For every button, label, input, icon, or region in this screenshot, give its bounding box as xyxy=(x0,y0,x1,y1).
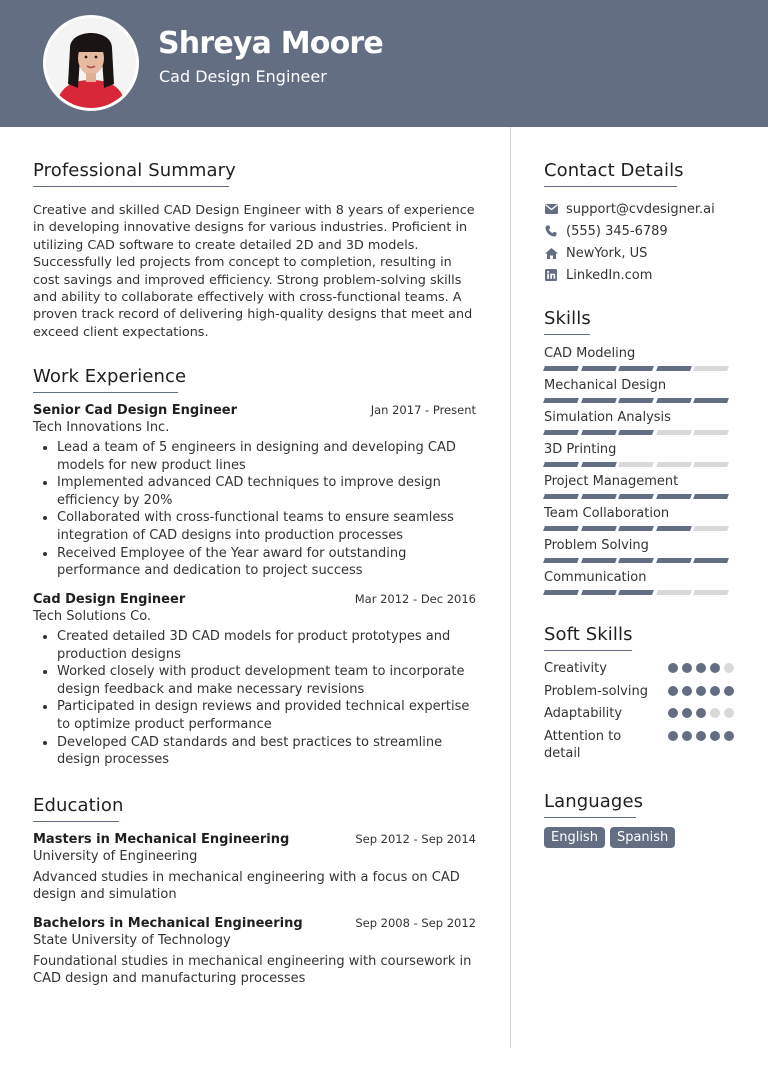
skill-bar-segment xyxy=(693,462,728,467)
languages-heading: Languages xyxy=(544,791,636,818)
list-item: • Developed CAD standards and best practices to streamline design processes xyxy=(57,734,476,769)
rating-dot xyxy=(710,708,720,718)
rating-dot xyxy=(724,731,734,741)
job-role: Cad Design Engineer xyxy=(33,592,186,607)
skill-item xyxy=(544,569,734,601)
skill-bar xyxy=(544,366,734,371)
school: University of Engineering xyxy=(33,849,198,864)
skill-bar-segment xyxy=(581,590,616,595)
list-item: • Implemented advanced CAD techniques to improve design efficiency by 20% xyxy=(57,474,476,509)
job-role: Senior Cad Design Engineer xyxy=(33,403,237,418)
home-icon xyxy=(544,246,558,260)
skill-item xyxy=(544,537,734,569)
contact-phone[interactable] xyxy=(544,220,734,242)
rating-dot xyxy=(696,663,706,673)
skill-bar xyxy=(544,590,734,595)
skill-bar-segment xyxy=(656,558,691,563)
skill-bar-segment xyxy=(581,558,616,563)
rating-dot xyxy=(668,731,678,741)
soft-skill-label: Creativity xyxy=(544,661,607,676)
header-banner xyxy=(0,0,768,127)
work-heading: Work Experience xyxy=(33,366,178,393)
rating-dot xyxy=(710,686,720,696)
education-heading: Education xyxy=(33,795,119,822)
skill-bar-segment xyxy=(543,366,578,371)
skill-bar-segment xyxy=(693,430,728,435)
skill-label: Problem Solving xyxy=(544,538,649,553)
soft-skill-item xyxy=(544,705,734,728)
education-entry xyxy=(33,832,476,904)
soft-skill-label: Adaptability xyxy=(544,706,623,721)
education-entry xyxy=(33,916,476,988)
location-text: NewYork, US xyxy=(566,245,648,261)
rating-dot xyxy=(668,708,678,718)
skill-bar-segment xyxy=(543,526,578,531)
language-badge: English xyxy=(544,827,605,848)
skill-bar-segment xyxy=(618,590,653,595)
profile-photo xyxy=(46,18,136,108)
skill-bar xyxy=(544,558,734,563)
candidate-name: Shreya Moore xyxy=(158,26,383,61)
skill-bar-segment xyxy=(693,590,728,595)
list-item: • Participated in design reviews and provided technical expertise to optimize product performance xyxy=(57,698,476,733)
skill-bar-segment xyxy=(618,462,653,467)
skill-bar-segment xyxy=(656,462,691,467)
skill-bar-segment xyxy=(581,366,616,371)
contact-email[interactable] xyxy=(544,198,734,220)
skill-bar-segment xyxy=(656,366,691,371)
rating-dot xyxy=(682,708,692,718)
degree: Bachelors in Mechanical Engineering xyxy=(33,916,303,931)
degree: Masters in Mechanical Engineering xyxy=(33,832,290,847)
rating-dot xyxy=(724,708,734,718)
soft-skill-label: Problem-solving xyxy=(544,683,648,699)
skill-label: Communication xyxy=(544,570,647,585)
soft-skill-label: Attention to detail xyxy=(544,728,622,761)
skill-bar-segment xyxy=(656,430,691,435)
job-bullets xyxy=(33,439,476,580)
soft-skill-item xyxy=(544,683,734,706)
rating-dot xyxy=(682,686,692,696)
envelope-icon xyxy=(544,202,558,216)
skill-bar-segment xyxy=(693,366,728,371)
skill-label: Mechanical Design xyxy=(544,378,667,393)
list-item: • Collaborated with cross-functional teams to ensure seamless integration of CAD designs into production processes xyxy=(57,509,476,544)
soft-skill-item xyxy=(544,728,734,768)
skill-item xyxy=(544,345,734,377)
skills-list xyxy=(544,345,734,601)
column-divider xyxy=(510,127,511,1048)
rating-dot xyxy=(710,663,720,673)
skill-bar-segment xyxy=(693,494,728,499)
languages-list xyxy=(544,827,675,848)
education-desc: Foundational studies in mechanical engineering with coursework in CAD design and manufacturing processes xyxy=(33,954,472,987)
soft-skill-item xyxy=(544,660,734,683)
skill-bar-segment xyxy=(581,494,616,499)
skill-bar-segment xyxy=(581,430,616,435)
rating-dot xyxy=(668,686,678,696)
education-desc: Advanced studies in mechanical engineering with a focus on CAD design and simulation xyxy=(33,870,460,903)
contact-linkedin[interactable] xyxy=(544,264,734,286)
skill-bar-segment xyxy=(656,590,691,595)
job-bullets xyxy=(33,628,476,769)
rating-dot xyxy=(696,731,706,741)
soft-skills-list xyxy=(544,660,734,768)
skill-item xyxy=(544,473,734,505)
rating-dot xyxy=(710,731,720,741)
contact-location xyxy=(544,242,734,264)
list-item: • Lead a team of 5 engineers in designing and developing CAD models for new product lines xyxy=(57,439,476,474)
skill-bar-segment xyxy=(581,398,616,403)
education-date: Sep 2012 - Sep 2014 xyxy=(355,832,476,846)
skill-bar-segment xyxy=(543,462,578,467)
list-item: • Created detailed 3D CAD models for product prototypes and production designs xyxy=(57,628,476,663)
skill-bar xyxy=(544,398,734,403)
rating-dot xyxy=(682,731,692,741)
job-company: Tech Solutions Co. xyxy=(33,609,152,624)
summary-text: Creative and skilled CAD Design Engineer with 8 years of experience in developing innovative designs for various industries. Proficient in utilizing CAD software to create detailed 2D and 3D models. Successfully led projects from concept to completion, resulting in cost savings and improved efficiency. Strong problem-solving skills and ability to collaborate effectively with cross-functional teams. A proven track record of delivering high-quality designs that meet and exceed client expectations. xyxy=(33,203,475,340)
skill-bar-segment xyxy=(693,558,728,563)
skill-bar-segment xyxy=(656,398,691,403)
rating-dot xyxy=(696,686,706,696)
skill-bar-segment xyxy=(543,398,578,403)
skill-label: Simulation Analysis xyxy=(544,410,671,425)
contact-list xyxy=(544,198,734,286)
email-text: support@cvdesigner.ai xyxy=(566,201,715,217)
skill-bar-segment xyxy=(656,526,691,531)
avatar xyxy=(43,15,139,111)
summary-heading: Professional Summary xyxy=(33,160,229,187)
skill-bar xyxy=(544,526,734,531)
skill-item xyxy=(544,409,734,441)
skill-bar xyxy=(544,462,734,467)
job-entry xyxy=(33,403,476,580)
job-date: Jan 2017 - Present xyxy=(370,403,476,417)
skill-bar-segment xyxy=(618,366,653,371)
skill-bar-segment xyxy=(581,526,616,531)
list-item: • Received Employee of the Year award for outstanding performance and dedication to project success xyxy=(57,545,476,580)
skill-bar-segment xyxy=(618,494,653,499)
skill-label: Project Management xyxy=(544,474,679,489)
soft-skill-rating xyxy=(668,731,734,741)
skill-bar-segment xyxy=(618,398,653,403)
job-company: Tech Innovations Inc. xyxy=(33,420,170,435)
skill-bar-segment xyxy=(543,494,578,499)
rating-dot xyxy=(724,663,734,673)
skill-bar-segment xyxy=(693,398,728,403)
soft-skills-heading: Soft Skills xyxy=(544,624,632,651)
language-badge: Spanish xyxy=(610,827,675,848)
skill-label: CAD Modeling xyxy=(544,346,636,361)
rating-dot xyxy=(682,663,692,673)
phone-icon xyxy=(544,224,558,238)
skill-bar-segment xyxy=(693,526,728,531)
linkedin-icon xyxy=(544,268,558,282)
job-date: Mar 2012 - Dec 2016 xyxy=(354,592,476,606)
skill-bar-segment xyxy=(618,558,653,563)
skill-bar-segment xyxy=(656,494,691,499)
soft-skill-rating xyxy=(668,686,734,696)
skill-bar-segment xyxy=(618,430,653,435)
list-item: • Worked closely with product development team to incorporate design feedback and make necessary revisions xyxy=(57,663,476,698)
skill-bar xyxy=(544,430,734,435)
rating-dot xyxy=(668,663,678,673)
skill-item xyxy=(544,505,734,537)
phone-text: (555) 345-6789 xyxy=(566,223,668,239)
skill-bar-segment xyxy=(581,462,616,467)
rating-dot xyxy=(724,686,734,696)
skill-item xyxy=(544,441,734,473)
soft-skill-rating xyxy=(668,708,734,718)
skill-label: Team Collaboration xyxy=(544,506,670,521)
skill-label: 3D Printing xyxy=(544,442,617,457)
linkedin-text: LinkedIn.com xyxy=(566,267,653,283)
skill-bar-segment xyxy=(618,526,653,531)
candidate-title: Cad Design Engineer xyxy=(159,67,327,86)
skill-bar-segment xyxy=(543,590,578,595)
skill-bar xyxy=(544,494,734,499)
job-entry xyxy=(33,592,476,769)
skill-bar-segment xyxy=(543,430,578,435)
contact-heading: Contact Details xyxy=(544,160,677,187)
skill-bar-segment xyxy=(543,558,578,563)
education-date: Sep 2008 - Sep 2012 xyxy=(355,916,476,930)
soft-skill-rating xyxy=(668,663,734,673)
rating-dot xyxy=(696,708,706,718)
skill-item xyxy=(544,377,734,409)
skills-heading: Skills xyxy=(544,308,590,335)
school: State University of Technology xyxy=(33,933,231,948)
